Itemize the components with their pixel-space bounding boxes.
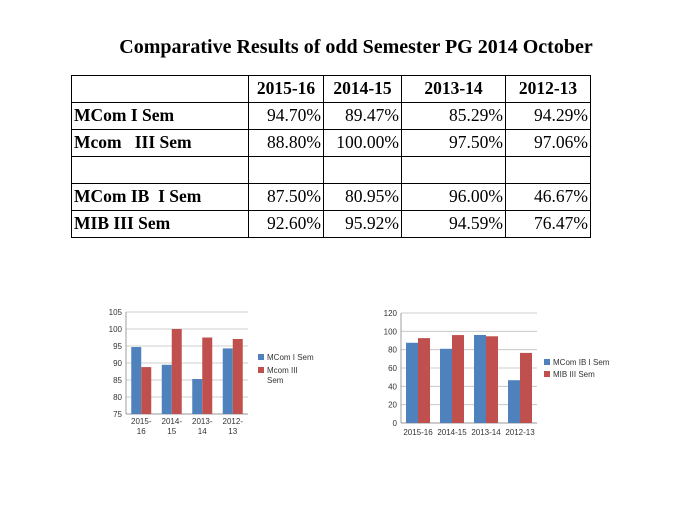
bar xyxy=(440,349,452,423)
bar xyxy=(486,336,498,423)
bar xyxy=(452,335,464,423)
y-tick-label: 100 xyxy=(108,325,122,334)
bar xyxy=(223,348,233,414)
bar xyxy=(520,353,532,423)
bar xyxy=(202,338,212,415)
bar xyxy=(192,379,202,414)
legend-swatch xyxy=(544,371,550,377)
x-tick-label: 2013-14 xyxy=(192,417,213,436)
table-cell: 94.70% xyxy=(249,103,324,130)
bar xyxy=(406,343,418,423)
x-tick-label: 2012-13 xyxy=(505,428,535,437)
results-table xyxy=(71,75,591,238)
x-tick-label: 2013-14 xyxy=(471,428,501,437)
y-tick-label: 100 xyxy=(383,327,397,337)
table-cell: 46.67% xyxy=(506,184,591,211)
row-label: MCom I Sem xyxy=(72,103,249,130)
table-cell: 88.80% xyxy=(249,130,324,157)
table-row xyxy=(72,103,591,130)
mcom-ib-results-chart xyxy=(365,305,655,445)
bar xyxy=(508,380,520,423)
row-label: MCom IB I Sem xyxy=(72,184,249,211)
y-tick-label: 40 xyxy=(388,382,397,392)
table-cell: 94.29% xyxy=(506,103,591,130)
legend-label: MIB III Sem xyxy=(553,370,595,379)
y-tick-label: 120 xyxy=(383,309,397,318)
table-cell: 95.92% xyxy=(324,211,402,238)
table-cell: 92.60% xyxy=(249,211,324,238)
table-header-cell: 2014-15 xyxy=(324,76,402,103)
table-cell: 87.50% xyxy=(249,184,324,211)
legend-label: MCom I Sem xyxy=(267,353,314,362)
table-cell: 97.06% xyxy=(506,130,591,157)
bar xyxy=(233,339,243,414)
table-row xyxy=(72,184,591,211)
mcom-results-chart xyxy=(96,302,346,447)
bar xyxy=(162,365,172,414)
y-tick-label: 60 xyxy=(388,364,397,373)
table-cell: 85.29% xyxy=(402,103,506,130)
row-label xyxy=(72,157,249,184)
bar xyxy=(418,338,430,423)
x-tick-label: 2012-13 xyxy=(222,417,243,436)
legend-swatch xyxy=(258,354,264,360)
bar xyxy=(131,347,141,414)
legend-label: Mcom III Sem xyxy=(267,366,298,385)
table-cell: 97.50% xyxy=(402,130,506,157)
y-tick-label: 95 xyxy=(113,342,122,351)
x-tick-label: 2014-15 xyxy=(161,417,182,436)
y-tick-label: 80 xyxy=(113,393,122,402)
table-cell: 100.00% xyxy=(324,130,402,157)
bar xyxy=(474,335,486,423)
row-label: MIB III Sem xyxy=(72,211,249,238)
table-row xyxy=(72,157,591,184)
table-header-cell: 2012-13 xyxy=(506,76,591,103)
table-cell xyxy=(402,157,506,184)
page-title: Comparative Results of odd Semester PG 2014 October xyxy=(119,36,593,58)
table-header-row xyxy=(72,76,591,103)
table-row xyxy=(72,130,591,157)
bar xyxy=(141,367,151,414)
legend-label: MCom IB I Sem xyxy=(553,358,610,367)
x-tick-label: 2014-15 xyxy=(437,428,467,437)
table-cell: 89.47% xyxy=(324,103,402,130)
y-tick-label: 80 xyxy=(388,345,397,355)
table-cell xyxy=(324,157,402,184)
table-cell: 96.00% xyxy=(402,184,506,211)
table-cell: 80.95% xyxy=(324,184,402,211)
table-header-cell xyxy=(72,76,249,103)
y-tick-label: 20 xyxy=(388,400,397,410)
bar xyxy=(172,329,182,414)
table-cell xyxy=(506,157,591,184)
y-tick-label: 105 xyxy=(108,308,122,317)
y-tick-label: 90 xyxy=(113,359,122,368)
x-tick-label: 2015-16 xyxy=(403,428,433,437)
table-cell: 94.59% xyxy=(402,211,506,238)
table-cell xyxy=(249,157,324,184)
table-cell: 76.47% xyxy=(506,211,591,238)
table-header-cell: 2013-14 xyxy=(402,76,506,103)
y-tick-label: 0 xyxy=(392,419,397,428)
x-tick-label: 2015-16 xyxy=(131,417,152,436)
y-tick-label: 75 xyxy=(113,410,122,419)
y-tick-label: 85 xyxy=(113,376,122,385)
table-header-cell: 2015-16 xyxy=(249,76,324,103)
row-label: Mcom III Sem xyxy=(72,130,249,157)
table-row xyxy=(72,211,591,238)
legend-swatch xyxy=(544,359,550,365)
legend-swatch xyxy=(258,367,264,373)
